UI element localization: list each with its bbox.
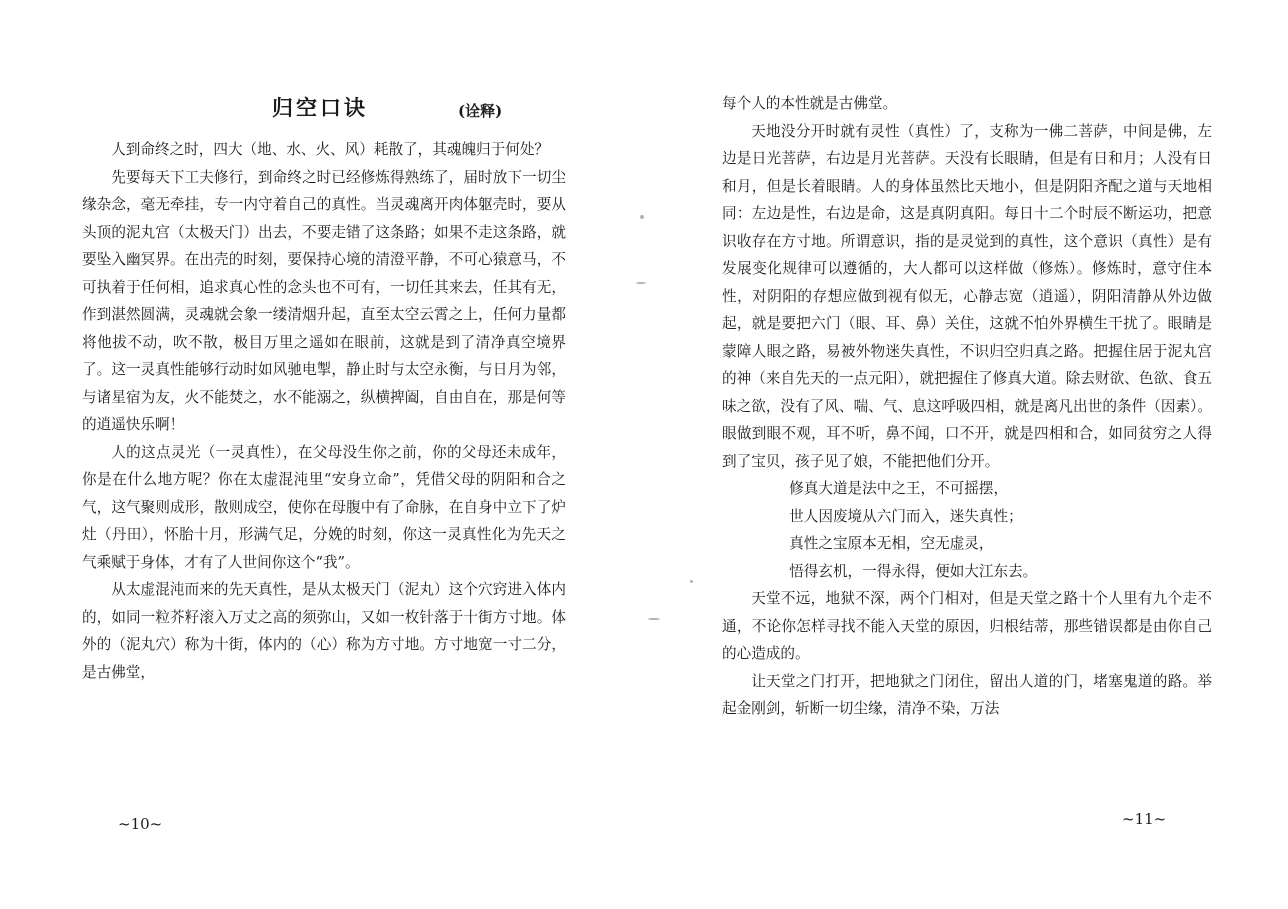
paragraph: 先要每天下工夫修行，到命终之时已经修炼得熟练了，届时放下一切尘缘杂念，毫无牵挂，专一内守着自己的真性。当灵魂离开肉体躯壳时，要从头顶的泥丸宫（太极天门）出去，不要走错了这条路；如果不走这条路，就要坠入幽冥界。在出壳的时刻，要保持心境的清澄平静，不可心猿意马，不可执着于任何相，追求真心性的念头也不可有，一切任其来去，任其有无，作到湛然圆满，灵魂就会象一缕清烟升起，直至太空云霄之上，任何力量都将他拔不动，吹不散，极目万里之遥如在眼前，这就是到了清净真空境界了。这一灵真性能够行动时如风驰电掣，静止时与太空永衡，与日月为邻，与诸星宿为友，火不能焚之，水不能溺之，纵横捭阖，自由自在，那是何等的逍遥快乐啊！ — [82, 168, 566, 433]
paragraph: 从太虚混沌而来的先天真性，是从太极天门（泥丸）这个穴窍进入体内的，如同一粒芥籽滚入万丈之高的须弥山，又如一枚针落于十街方寸地。体外的（泥丸穴）称为十街，体内的（心）称为方寸地。方寸地宽一寸二分，是古佛堂， — [82, 581, 566, 681]
right-page — [644, 0, 1288, 909]
verse-line: 修真大道是法中之王，不可摇摆， — [789, 480, 1009, 497]
scan-speck — [648, 618, 660, 620]
verse-line: 世人因废境从六门而入，迷失真性； — [789, 507, 1023, 525]
chapter-subtitle: (诠释) — [458, 102, 503, 120]
paragraph: 人到命终之时，四大（地、水、火、风）耗散了，其魂魄归于何处？ — [111, 141, 550, 158]
paragraph: 天堂不远，地狱不深，两个门相对，但是天堂之路十个人里有九个走不通，不论你怎样寻找不能入天堂的原因，归根结蒂，那些错误都是由你自己的心造成的。 — [722, 590, 1212, 662]
paragraph: 天地没分开时就有灵性（真性）了，支称为一佛二菩萨，中间是佛，左边是日光菩萨，右边是月光菩萨。天没有长眼睛，但是有日和月；人没有日和月，但是长着眼睛。人的身体虽然比天地小，但是阴阳齐配之道与天地相同：左边是性，右边是命，这是真阴真阳。每日十二个时辰不断运功，把意识收存在方寸地。所谓意识，指的是灵觉到的真性，这个意识（真性）是有发展变化规律可以遵循的，大人都可以这样做（修炼）。修炼时，意守住本性，对阴阳的存想应做到视有似无，心静志宽（逍遥），阴阳清静从外边做起，就是要把六门（眼、耳、鼻）关住，这就不怕外界横生干扰了。眼睛是蒙障人眼之路，易被外物迷失真性，不识归空归真之路。把握住居于泥丸宫的神（来自先天的一点元阳），就把握住了修真大道。除去财欲、色欲、食五味之欲，没有了风、喘、气、息这呼吸四相，就是离凡出世的条件（因素）。眼做到眼不观，耳不听，鼻不闻，口不开，就是四相和合，如同贫穷之人得到了宝贝，孩子见了娘，不能把他们分开。 — [722, 122, 1212, 470]
paragraph: 每个人的本性就是古佛堂。 — [722, 95, 898, 112]
verse-line: 真性之宝原本无相，空无虚灵， — [789, 535, 994, 552]
left-body-text — [82, 136, 566, 686]
scan-speck — [690, 580, 693, 583]
scan-speck — [640, 215, 644, 219]
chapter-title: 归空口诀 — [272, 95, 368, 120]
right-body-text — [722, 90, 1212, 723]
paragraph: 让天堂之门打开，把地狱之门闭住，留出人道的门，堵塞鬼道的路。举起金刚剑，斩断一切尘缘，清净不染，万法 — [722, 672, 1212, 717]
page-number: ~10~ — [118, 815, 163, 833]
verse-line: 悟得玄机，一得永得，便如大江东去。 — [789, 562, 1038, 580]
paragraph: 人的这点灵光（一灵真性），在父母没生你之前，你的父母还未成年，你是在什么地方呢？你在太虚混沌里“安身立命”，凭借父母的阴阳和合之气，这气聚则成形，散则成空，使你在母腹中有了命脉，在自身中立下了炉灶（丹田），怀胎十月，形满气足，分娩的时刻，你这一灵真性化为先天之气乘赋于身体，才有了人世间你这个“我”。 — [82, 443, 566, 571]
title-row — [272, 92, 572, 128]
page-number: ~11~ — [1122, 810, 1167, 828]
scan-speck — [636, 282, 646, 284]
